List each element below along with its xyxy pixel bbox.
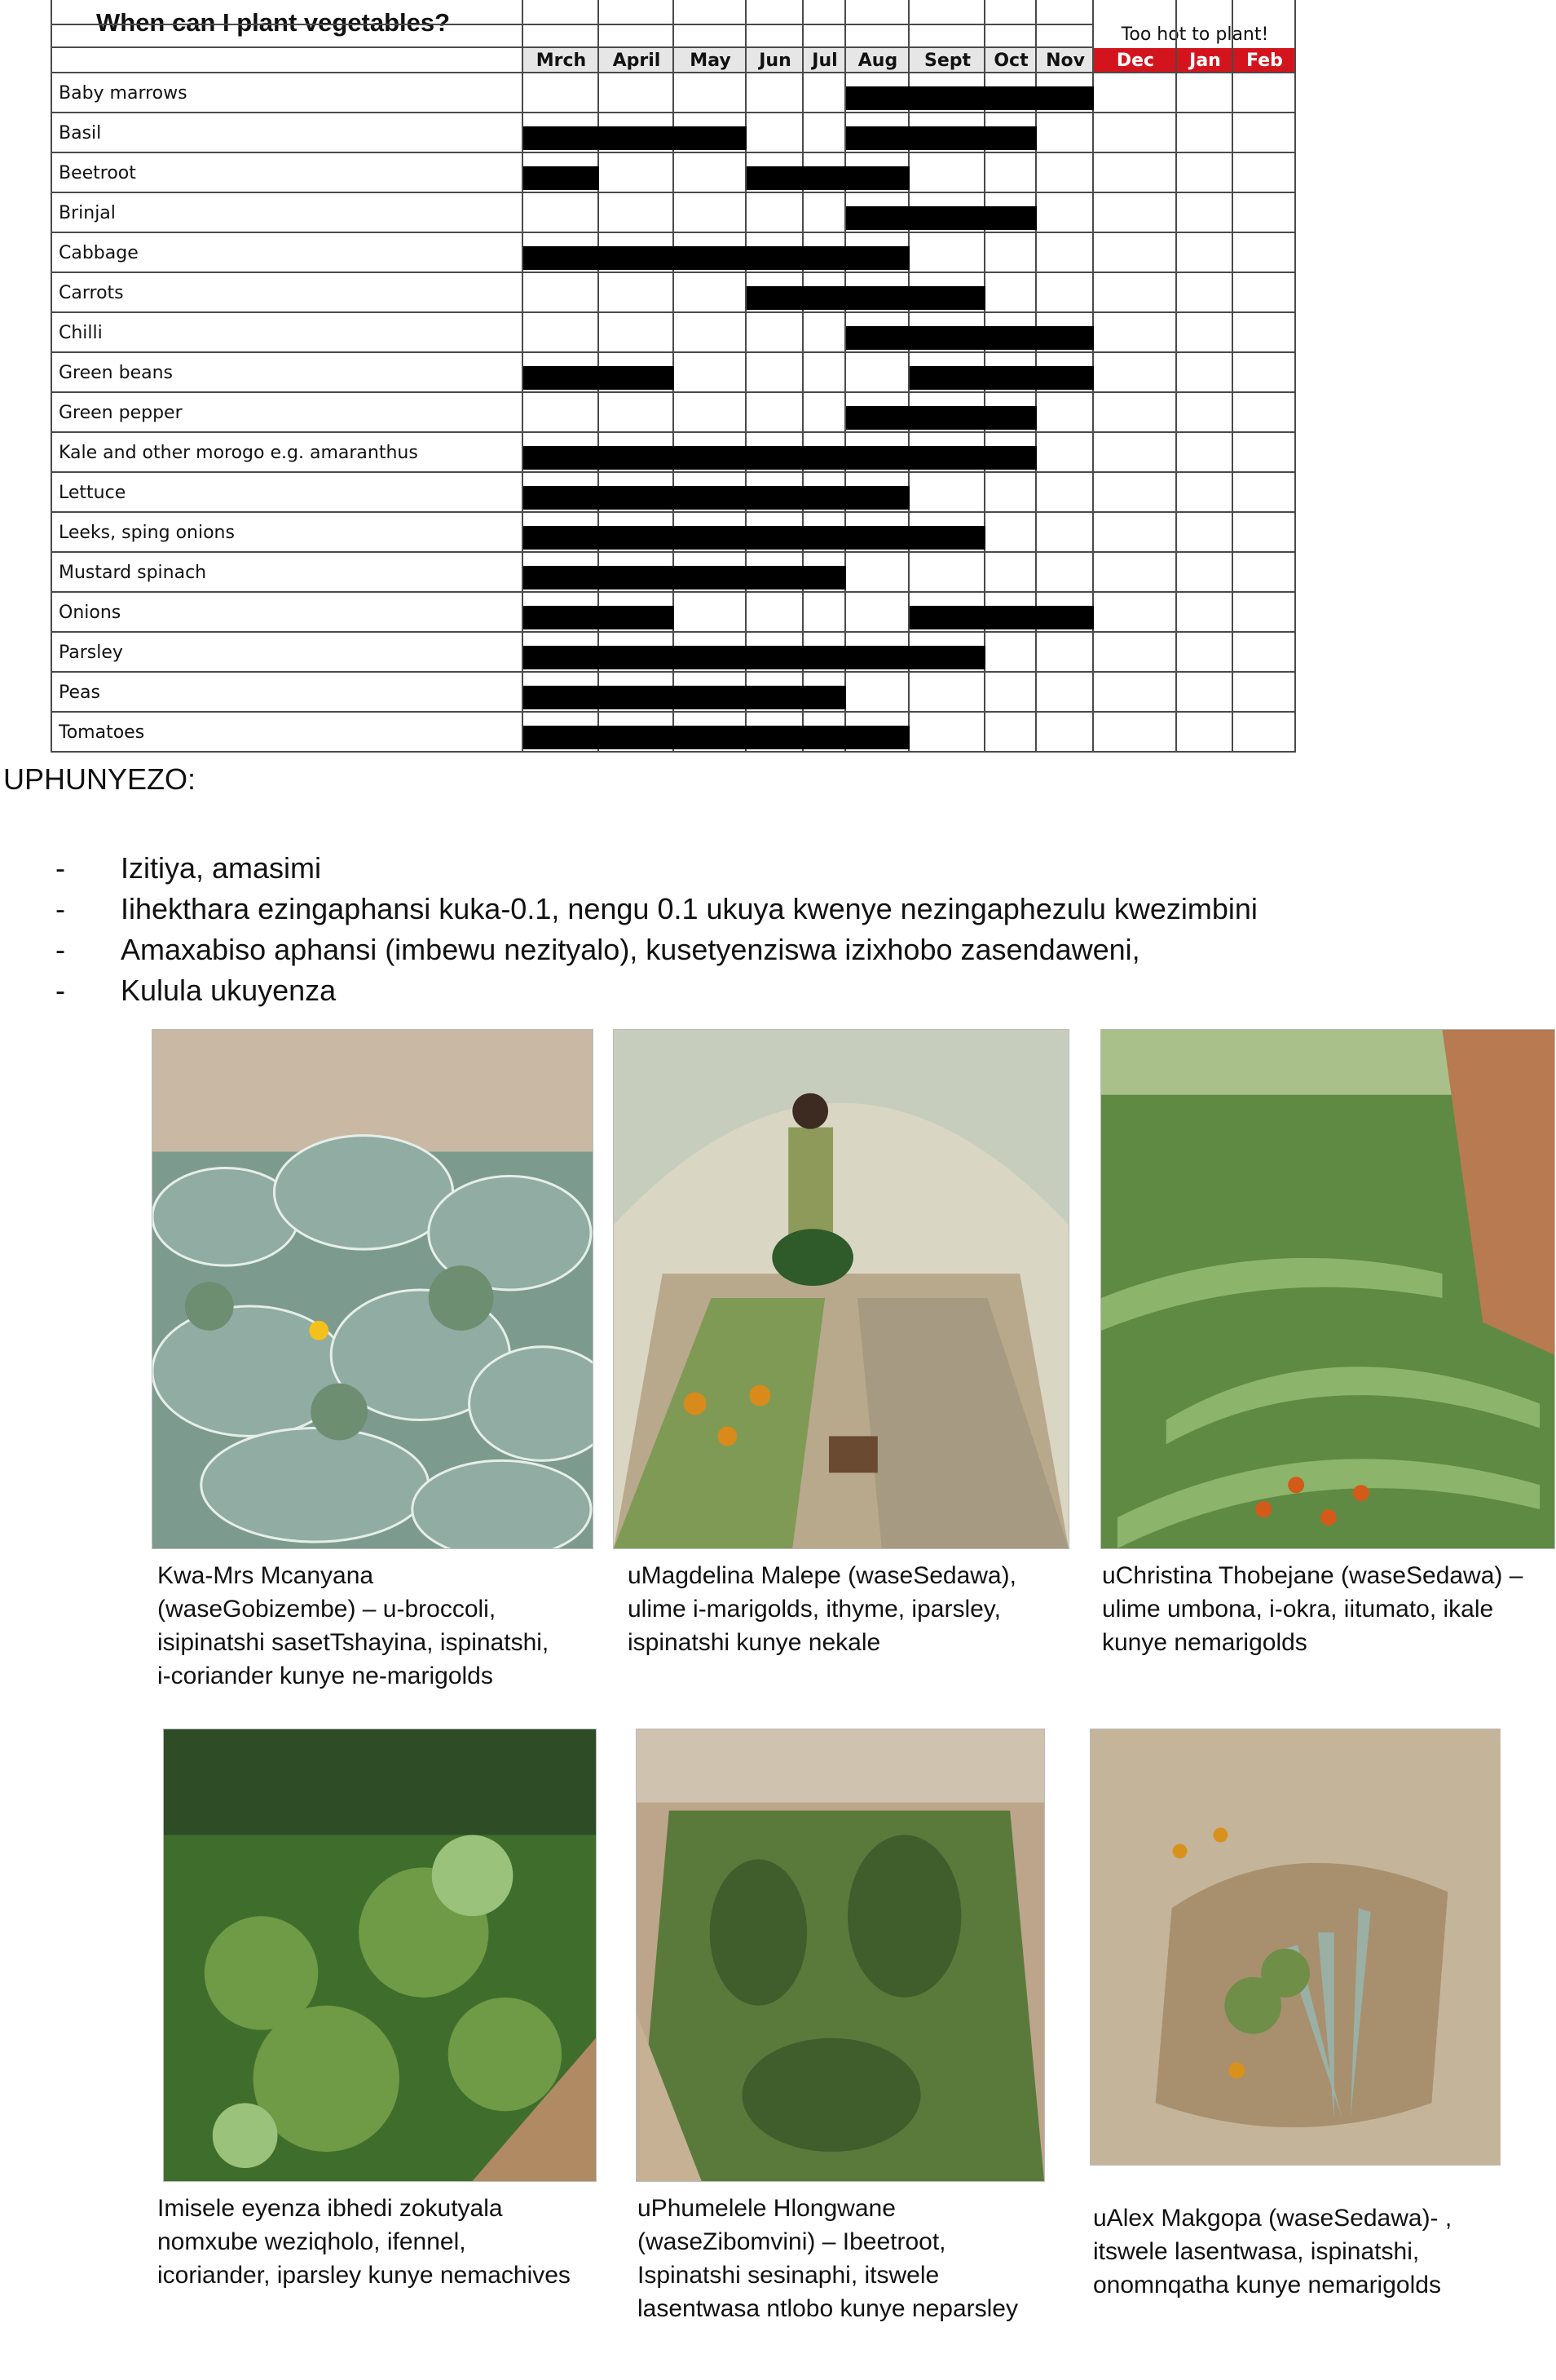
grid-cell	[599, 153, 674, 193]
planting-bar	[804, 246, 846, 270]
planting-bar	[747, 646, 804, 669]
planting-bar	[910, 286, 985, 310]
grid-cell	[1094, 433, 1177, 473]
planting-bar	[804, 686, 846, 709]
grid-cell	[1094, 233, 1177, 273]
grid-cell	[674, 313, 747, 353]
bullet-text: Izitiya, amasimi	[121, 851, 322, 885]
grid-cell	[1037, 673, 1094, 713]
planting-bar	[846, 486, 910, 510]
photo-caption: uAlex Makgopa (waseSedawa)- , itswele lasentwasa, ispinatshi, onomnqatha kunye nemarigolds	[1093, 2205, 1452, 2298]
grid-cell	[985, 633, 1037, 673]
grid-cell	[804, 353, 846, 393]
crop-label: Chilli	[59, 323, 103, 343]
crop-label: Peas	[59, 682, 100, 703]
grid-cell	[985, 673, 1037, 713]
bullet-text: Amaxabiso aphansi (imbewu nezityalo), kusetyenziswa izixhobo zasendaweni,	[121, 933, 1140, 966]
planting-bar	[804, 526, 846, 550]
grid-cell	[1177, 673, 1233, 713]
header-cell	[599, 25, 674, 48]
planting-bar	[747, 686, 804, 709]
planting-bar	[599, 646, 674, 669]
grid-cell	[1094, 553, 1177, 593]
grid-cell	[1037, 233, 1094, 273]
crop-label: Green beans	[59, 363, 174, 383]
header-cell	[846, 25, 910, 48]
planting-bar	[599, 446, 674, 470]
planting-bar	[804, 726, 846, 749]
bullet-text: Kulula ukuyenza	[121, 974, 337, 1007]
grid-cell	[1094, 513, 1177, 553]
month-label: Jul	[812, 51, 838, 71]
grid-cell	[985, 473, 1037, 513]
planting-bar	[523, 446, 599, 470]
crop-label: Parsley	[59, 642, 123, 663]
grid-cell	[1233, 73, 1296, 113]
grid-cell	[1177, 513, 1233, 553]
header-cell	[599, 0, 674, 25]
grid-cell	[1233, 473, 1296, 513]
planting-bar	[846, 166, 910, 190]
planting-bar	[747, 566, 804, 589]
bullet-item	[55, 929, 1258, 970]
crop-label: Beetroot	[59, 163, 136, 183]
planting-bar	[910, 326, 985, 350]
grid-cell	[804, 393, 846, 433]
grid-cell	[1233, 673, 1296, 713]
header-cell	[1037, 25, 1094, 48]
grid-cell	[1037, 193, 1094, 233]
grid-cell	[1094, 73, 1177, 113]
grid-cell	[1094, 393, 1177, 433]
grid-cell	[1177, 553, 1233, 593]
grid-cell	[1177, 473, 1233, 513]
bullet-item	[55, 889, 1258, 929]
planting-bar	[804, 166, 846, 190]
planting-bar	[846, 126, 910, 150]
month-label: April	[612, 51, 661, 71]
planting-bar	[747, 246, 804, 270]
crop-label: Kale and other morogo e.g. amaranthus	[59, 443, 418, 463]
crop-label: Tomatoes	[59, 722, 145, 743]
grid-cell	[1233, 633, 1296, 673]
hot-note: Too hot to plant!	[1121, 24, 1269, 45]
planting-bar	[523, 646, 599, 669]
grid-cell	[674, 193, 747, 233]
grid-cell	[985, 153, 1037, 193]
grid-cell	[523, 273, 599, 313]
planting-bar	[523, 606, 599, 629]
photo-beetroot-bed	[636, 1729, 1045, 2182]
grid-cell	[1177, 713, 1233, 753]
photo-maize-garden	[1100, 1029, 1555, 1549]
header-cell	[910, 25, 985, 48]
grid-cell	[1094, 713, 1177, 753]
grid-cell	[1037, 633, 1094, 673]
grid-cell	[674, 593, 747, 633]
planting-bar	[674, 126, 747, 150]
grid-cell	[910, 713, 985, 753]
grid-cell	[1233, 153, 1296, 193]
photo-spring-onion-bed	[1090, 1729, 1501, 2166]
grid-cell	[910, 233, 985, 273]
bullet-item	[55, 970, 1258, 1011]
planting-bar	[985, 326, 1037, 350]
grid-cell	[1094, 153, 1177, 193]
planting-bar	[985, 206, 1037, 230]
planting-bar	[985, 86, 1037, 110]
planting-bar	[523, 526, 599, 550]
grid-cell	[1177, 313, 1233, 353]
grid-cell	[1094, 193, 1177, 233]
grid-cell	[804, 113, 846, 153]
grid-cell	[1177, 633, 1233, 673]
bullet-marker: -	[55, 892, 65, 925]
month-label: Jun	[759, 51, 791, 71]
header-cell	[1233, 25, 1296, 48]
grid-cell	[599, 193, 674, 233]
planting-bar	[804, 286, 846, 310]
crop-label: Onions	[59, 603, 121, 623]
header-cell	[985, 0, 1037, 25]
planting-bar	[846, 726, 910, 749]
planting-bar	[523, 726, 599, 749]
grid-cell	[1177, 593, 1233, 633]
grid-cell	[1037, 393, 1094, 433]
planting-bar	[747, 486, 804, 510]
month-label: Nov	[1046, 51, 1085, 71]
header-cell	[674, 25, 747, 48]
planting-bar	[846, 446, 910, 470]
grid-cell	[1177, 353, 1233, 393]
grid-cell	[523, 193, 599, 233]
planting-bar	[985, 126, 1037, 150]
grid-cell	[1037, 713, 1094, 753]
planting-bar	[910, 606, 985, 629]
grid-cell	[1177, 113, 1233, 153]
planting-bar	[599, 366, 674, 390]
photo-caption: uChristina Thobejane (waseSedawa) – ulime umbona, i-okra, iitumato, ikale kunye nemarigolds	[1102, 1562, 1523, 1656]
planting-bar	[1037, 366, 1094, 390]
grid-cell	[747, 313, 804, 353]
header-cell	[846, 0, 910, 25]
planting-bar	[523, 366, 599, 390]
crop-label: Baby marrows	[59, 83, 187, 104]
month-label: Feb	[1246, 51, 1283, 71]
header-cell	[804, 0, 846, 25]
planting-bar	[747, 726, 804, 749]
header-cell	[747, 0, 804, 25]
grid-cell	[1233, 193, 1296, 233]
grid-cell	[1094, 273, 1177, 313]
grid-cell	[1233, 273, 1296, 313]
header-cell	[985, 25, 1037, 48]
grid-cell	[674, 153, 747, 193]
grid-cell	[674, 353, 747, 393]
header-cell	[1094, 25, 1177, 48]
grid-cell	[910, 553, 985, 593]
planting-bar	[674, 246, 747, 270]
planting-bar	[523, 246, 599, 270]
planting-bar	[523, 566, 599, 589]
planting-bar	[910, 646, 985, 669]
planting-bar	[599, 606, 674, 629]
planting-bar	[599, 526, 674, 550]
grid-cell	[1233, 393, 1296, 433]
grid-cell	[747, 113, 804, 153]
planting-bar	[674, 646, 747, 669]
planting-bar	[846, 406, 910, 430]
month-label: Jan	[1189, 51, 1221, 71]
planting-bar	[747, 286, 804, 310]
header-cell	[804, 25, 846, 48]
planting-bar	[1037, 326, 1094, 350]
crop-label: Green pepper	[59, 403, 183, 423]
header-cell	[1177, 0, 1233, 25]
planting-bar	[985, 606, 1037, 629]
grid-cell	[1233, 113, 1296, 153]
grid-cell	[804, 593, 846, 633]
month-label: Oct	[994, 51, 1029, 71]
grid-cell	[1094, 473, 1177, 513]
crop-label: Carrots	[59, 283, 124, 303]
grid-cell	[674, 73, 747, 113]
grid-cell	[599, 393, 674, 433]
planting-bar	[523, 686, 599, 709]
header-cell	[674, 0, 747, 25]
bullet-marker: -	[55, 974, 65, 1007]
grid-cell	[1037, 473, 1094, 513]
planting-bar	[1037, 86, 1094, 110]
bullet-marker: -	[55, 933, 65, 966]
planting-bar	[985, 446, 1037, 470]
grid-cell	[599, 273, 674, 313]
planting-bar	[846, 286, 910, 310]
header-cell	[910, 0, 985, 25]
planting-bar	[910, 206, 985, 230]
header-cell	[1037, 0, 1094, 25]
grid-cell	[1177, 393, 1233, 433]
crop-label: Mustard spinach	[59, 563, 207, 583]
planting-bar	[599, 726, 674, 749]
planting-chart	[52, 0, 1296, 762]
planting-bar	[846, 526, 910, 550]
planting-bar	[910, 86, 985, 110]
header-cell	[1233, 0, 1296, 25]
crop-label: Brinjal	[59, 203, 116, 223]
grid-cell	[1177, 153, 1233, 193]
grid-cell	[1233, 313, 1296, 353]
crop-label: Leeks, sping onions	[59, 523, 235, 543]
planting-bar	[674, 566, 747, 589]
planting-bar	[910, 366, 985, 390]
photo-herb-beds	[163, 1729, 597, 2182]
grid-cell	[1233, 233, 1296, 273]
photo-tunnel-garden	[613, 1029, 1069, 1549]
grid-cell	[846, 553, 910, 593]
section-heading: UPHUNYEZO:	[3, 762, 196, 796]
header-cell	[523, 25, 599, 48]
grid-cell	[523, 313, 599, 353]
crop-label: Basil	[59, 123, 102, 144]
planting-bar	[846, 86, 910, 110]
crop-label: Cabbage	[59, 243, 139, 263]
grid-cell	[1177, 433, 1233, 473]
month-label: Aug	[857, 51, 898, 71]
grid-cell	[1233, 713, 1296, 753]
planting-bar	[910, 126, 985, 150]
grid-cell	[846, 353, 910, 393]
grid-cell	[1233, 433, 1296, 473]
planting-bar	[747, 526, 804, 550]
grid-cell	[910, 673, 985, 713]
planting-bar	[599, 126, 674, 150]
bullet-marker: -	[55, 851, 65, 885]
grid-cell	[1094, 673, 1177, 713]
grid-cell	[1094, 313, 1177, 353]
header-cell	[52, 25, 523, 48]
grid-cell	[674, 393, 747, 433]
header-cell	[1177, 25, 1233, 48]
bullet-list	[55, 848, 1258, 1011]
photo-broccoli-garden	[152, 1029, 593, 1549]
photo-caption: uPhumelele Hlongwane (waseZibomvini) – Ibeetroot, Ispinatshi sesinaphi, itswele lasentwasa ntlobo kunye neparsley	[637, 2195, 1018, 2322]
header-cell	[1094, 0, 1177, 25]
crop-label: Lettuce	[59, 483, 126, 503]
header-cell	[52, 48, 523, 73]
planting-bar	[1037, 606, 1094, 629]
grid-cell	[599, 313, 674, 353]
grid-cell	[1094, 113, 1177, 153]
grid-cell	[674, 273, 747, 313]
planting-bar	[846, 326, 910, 350]
grid-cell	[747, 593, 804, 633]
planting-bar	[985, 366, 1037, 390]
grid-cell	[1037, 513, 1094, 553]
grid-cell	[1037, 273, 1094, 313]
grid-cell	[1177, 273, 1233, 313]
grid-cell	[747, 193, 804, 233]
planting-bar	[846, 646, 910, 669]
grid-cell	[1094, 633, 1177, 673]
grid-cell	[846, 593, 910, 633]
grid-cell	[985, 553, 1037, 593]
grid-cell	[985, 233, 1037, 273]
photo-caption: Kwa-Mrs Mcanyana (waseGobizembe) – u-broccoli, isipinatshi sasetTshayina, ispinatshi, i-coriander kunye ne-marigolds	[157, 1562, 549, 1689]
bullet-text: Iihekthara ezingaphansi kuka-0.1, nengu 0.1 ukuya kwenye nezingaphezulu kwezimbini	[121, 892, 1258, 925]
planting-bar	[674, 686, 747, 709]
grid-cell	[1177, 73, 1233, 113]
photo-caption: uMagdelina Malepe (waseSedawa), ulime i-marigolds, ithyme, iparsley, ispinatshi kunye nekale	[628, 1562, 1016, 1656]
grid-cell	[804, 193, 846, 233]
month-label: Mrch	[536, 51, 587, 71]
planting-bar	[599, 246, 674, 270]
planting-bar	[985, 406, 1037, 430]
grid-cell	[985, 713, 1037, 753]
planting-bar	[910, 446, 985, 470]
planting-bar	[523, 486, 599, 510]
planting-bar	[674, 446, 747, 470]
planting-bar	[804, 566, 846, 589]
bullet-item	[55, 848, 1258, 889]
grid-cell	[1037, 553, 1094, 593]
grid-cell	[985, 513, 1037, 553]
grid-cell	[985, 273, 1037, 313]
grid-cell	[747, 393, 804, 433]
grid-cell	[1177, 233, 1233, 273]
photo-caption: Imisele eyenza ibhedi zokutyala nomxube weziqholo, ifennel, icoriander, iparsley kunye nemachives	[157, 2195, 571, 2289]
planting-bar	[846, 246, 910, 270]
planting-bar	[804, 446, 846, 470]
header-cell	[52, 0, 523, 25]
grid-cell	[1037, 153, 1094, 193]
grid-cell	[1094, 353, 1177, 393]
planting-bar	[599, 686, 674, 709]
planting-bar	[674, 726, 747, 749]
grid-cell	[1233, 353, 1296, 393]
grid-cell	[1233, 553, 1296, 593]
grid-cell	[1037, 433, 1094, 473]
header-cell	[747, 25, 804, 48]
planting-bar	[674, 486, 747, 510]
grid-cell	[1094, 593, 1177, 633]
header-cell	[523, 0, 599, 25]
planting-bar	[747, 446, 804, 470]
planting-bar	[599, 486, 674, 510]
planting-bar	[910, 406, 985, 430]
chart-title: When can I plant vegetables?	[96, 8, 451, 37]
grid-cell	[1037, 113, 1094, 153]
grid-cell	[1177, 193, 1233, 233]
month-label: Dec	[1116, 51, 1155, 71]
grid-cell	[804, 313, 846, 353]
planting-bar	[804, 646, 846, 669]
grid-cell	[846, 673, 910, 713]
grid-cell	[523, 393, 599, 433]
planting-bar	[674, 526, 747, 550]
month-label: Sept	[923, 51, 972, 71]
grid-cell	[747, 353, 804, 393]
grid-cell	[599, 73, 674, 113]
planting-bar	[523, 166, 599, 190]
planting-bar	[747, 166, 804, 190]
grid-cell	[804, 73, 846, 113]
grid-cell	[1233, 593, 1296, 633]
planting-bar	[804, 486, 846, 510]
planting-bar	[846, 206, 910, 230]
planting-bar	[910, 526, 985, 550]
grid-cell	[910, 153, 985, 193]
planting-bar	[523, 126, 599, 150]
planting-bar	[599, 566, 674, 589]
grid-cell	[523, 73, 599, 113]
grid-cell	[747, 73, 804, 113]
month-label: May	[690, 51, 731, 71]
grid-cell	[1233, 513, 1296, 553]
grid-cell	[910, 473, 985, 513]
